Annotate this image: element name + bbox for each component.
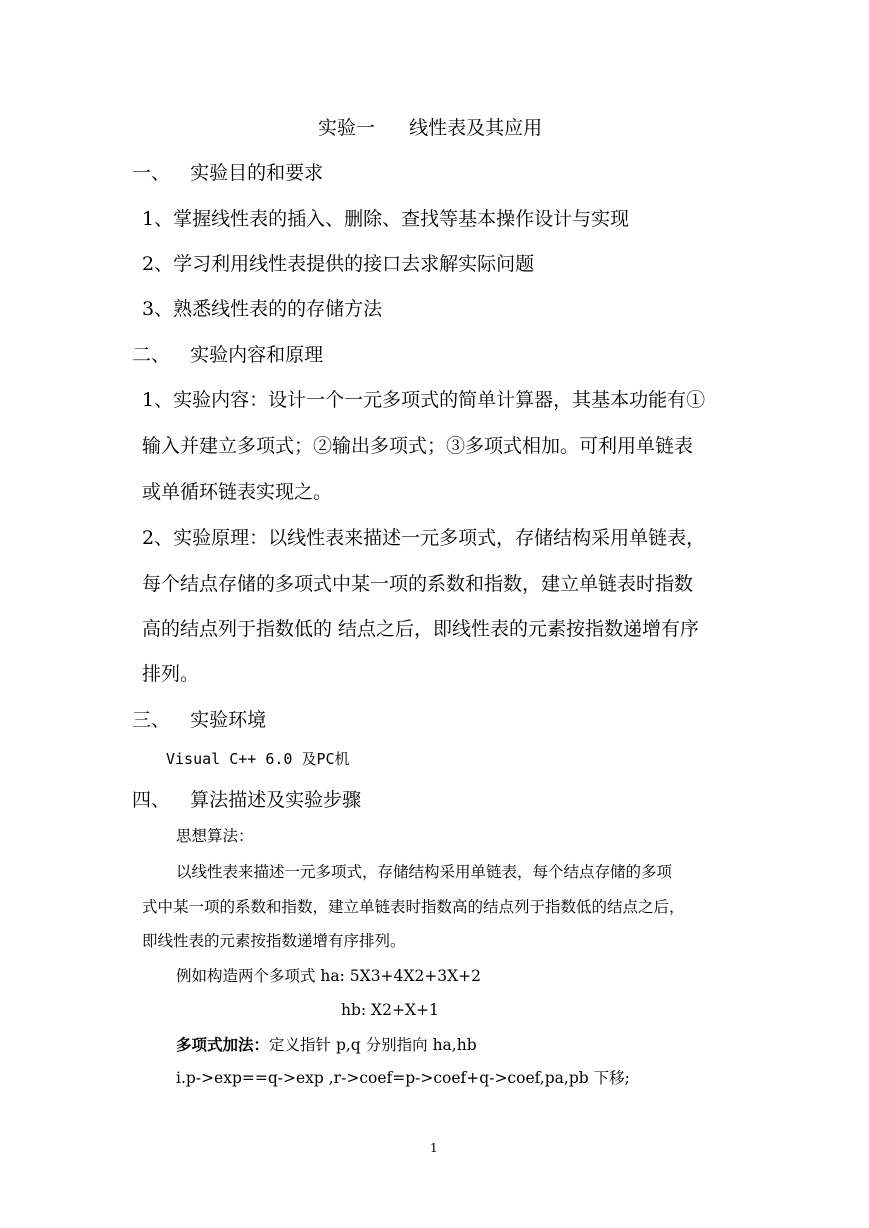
content-line: 排列。 — [142, 663, 200, 685]
content-line: 每个结点存储的多项式中某一项的系数和指数，建立单链表时指数 — [142, 573, 694, 595]
section-number: 二、 — [132, 344, 171, 366]
addition-label: 多项式加法： — [176, 1035, 270, 1054]
section-title: 实验目的和要求 — [190, 162, 324, 184]
section-title: 实验环境 — [190, 709, 267, 731]
section-number: 四、 — [132, 789, 171, 811]
section-heading-4 — [132, 791, 361, 810]
section-heading-2 — [132, 346, 323, 365]
title-part-2: 线性表及其应用 — [409, 117, 543, 139]
goal-line: 2、学习利用线性表提供的接口去求解实际问题 — [142, 253, 535, 275]
content-line: 1、实验内容：设计一个一元多项式的简单计算器，其基本功能有① — [142, 389, 706, 411]
section-title: 实验内容和原理 — [190, 344, 324, 366]
algorithm-paragraph-line: 以线性表来描述一元多项式，存储结构采用单链表，每个结点存储的多项 — [176, 863, 673, 881]
content-line: 输入并建立多项式；②输出多项式；③多项式相加。可利用单链表 — [142, 435, 694, 457]
content-line: 或单循环链表实现之。 — [142, 481, 333, 503]
section-number: 三、 — [132, 709, 171, 731]
section-heading-1 — [132, 164, 323, 183]
section-title: 算法描述及实验步骤 — [190, 789, 362, 811]
algorithm-heading: 思想算法： — [176, 827, 254, 845]
title-part-1: 实验一 — [318, 117, 376, 139]
addition-text: 定义指针 p,q 分别指向 ha,hb — [269, 1036, 477, 1054]
algorithm-paragraph-line: 即线性表的元素按指数递增有序排列。 — [142, 932, 406, 950]
page-title — [318, 119, 542, 138]
page-number: 1 — [430, 1141, 438, 1155]
example-line-2: hb: X2+X+1 — [341, 1001, 439, 1019]
step-i-line: i.p->exp==q->exp ,r->coef=p->coef+q->coef,pa,pb 下移; — [176, 1069, 630, 1087]
content-line: 2、实验原理：以线性表来描述一元多项式，存储结构采用单链表， — [142, 527, 706, 549]
goal-line: 3、熟悉线性表的的存储方法 — [142, 298, 383, 320]
content-line: 高的结点列于指数低的 结点之后，即线性表的元素按指数递增有序 — [142, 618, 700, 640]
environment-text: Visual C++ 6.0 及PC机 — [166, 750, 350, 768]
algorithm-paragraph-line: 式中某一项的系数和指数，建立单链表时指数高的结点列于指数低的结点之后， — [142, 898, 685, 916]
example-line-1: 例如构造两个多项式 ha: 5X3+4X2+3X+2 — [176, 967, 482, 985]
section-number: 一、 — [132, 162, 171, 184]
goal-line: 1、掌握线性表的插入、删除、查找等基本操作设计与实现 — [142, 208, 630, 230]
section-heading-3 — [132, 711, 266, 730]
addition-line — [176, 1037, 477, 1054]
